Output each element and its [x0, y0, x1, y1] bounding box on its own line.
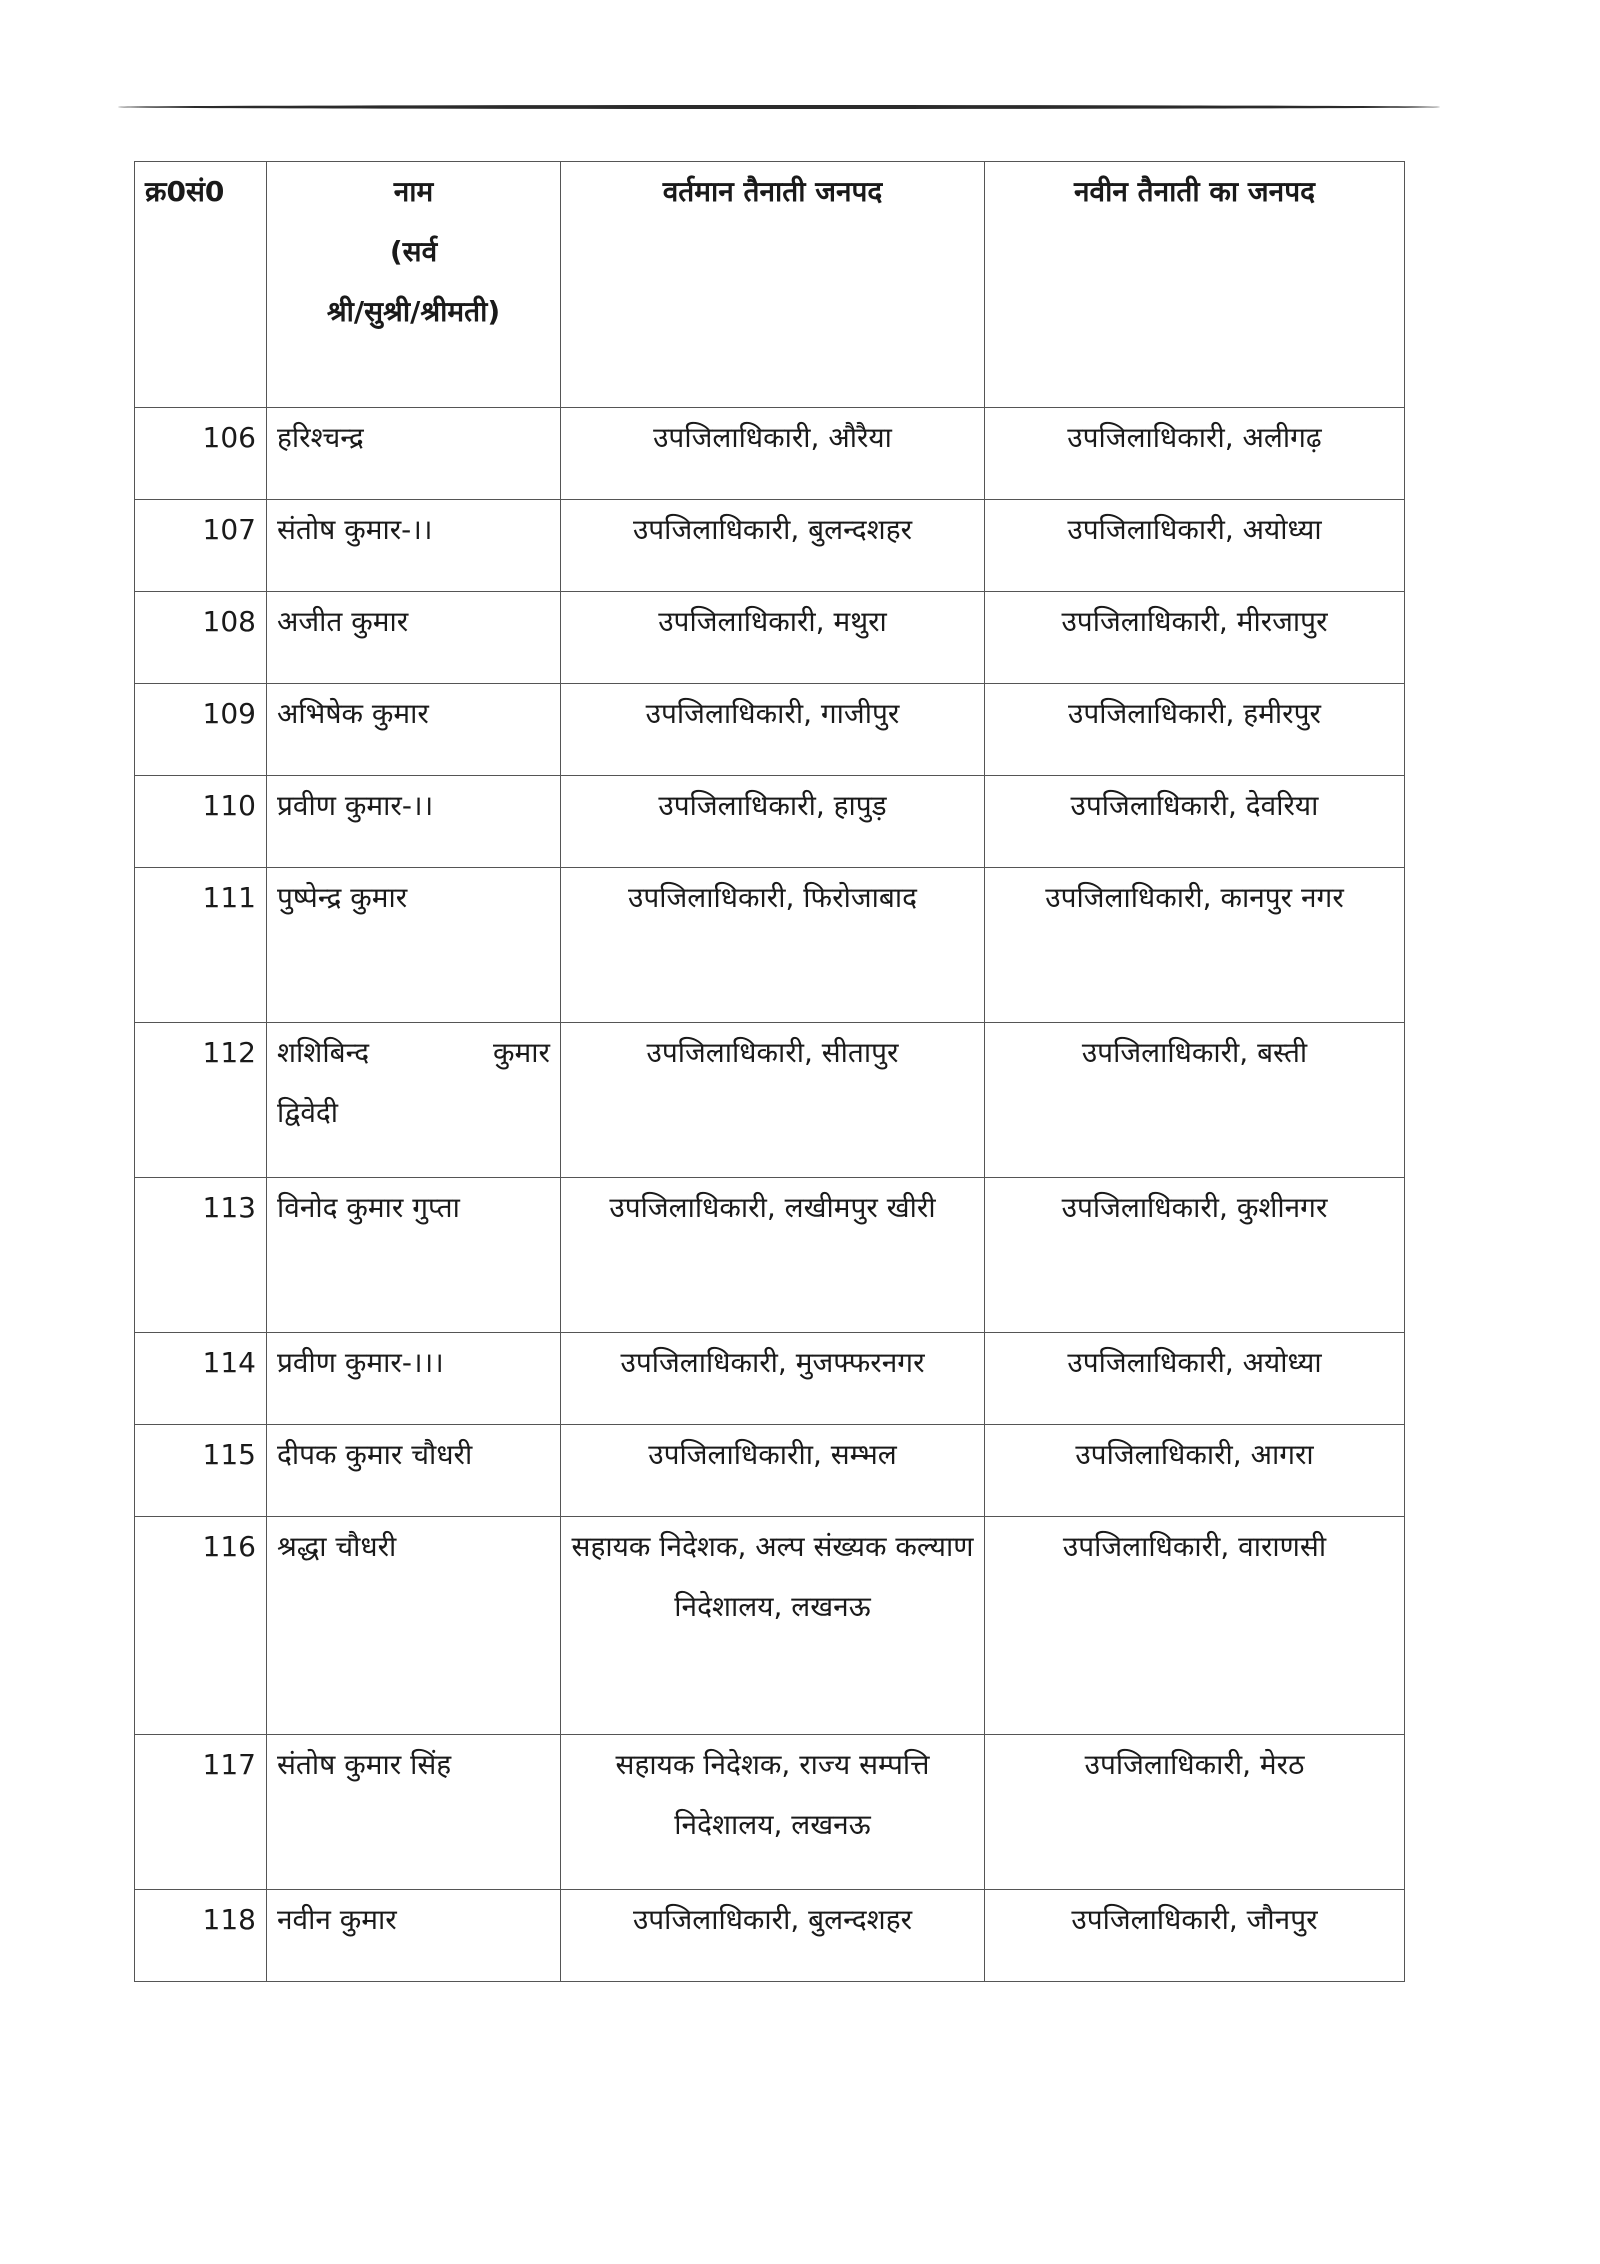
row-new-posting: उपजिलाधिकारी, मीरजापुर [985, 592, 1405, 684]
row-current-posting: उपजिलाधिकारी, बुलन्दशहर [561, 1890, 985, 1982]
row-new-posting: उपजिलाधिकारी, आगरा [985, 1425, 1405, 1517]
row-name-part: शशिबिन्द [277, 1036, 370, 1069]
row-name-first-line [277, 1023, 550, 1083]
table-row [135, 776, 1405, 868]
transfer-list-table [134, 161, 1405, 1982]
row-current-posting: उपजिलाधिकारी, लखीमपुर खीरी [561, 1178, 985, 1333]
header-serial: क्र0सं0 [135, 162, 267, 408]
table-row [135, 500, 1405, 592]
table-row [135, 1023, 1405, 1178]
row-serial: 118 [135, 1890, 267, 1982]
row-serial: 112 [135, 1023, 267, 1178]
row-current-posting: उपजिलाधिकारी, हापुड़ [561, 776, 985, 868]
row-current-posting: सहायक निदेशक, अल्प संख्यक कल्याण निदेशालय, लखनऊ [561, 1517, 985, 1735]
row-name: संतोष कुमार-।। [267, 500, 561, 592]
row-serial: 113 [135, 1178, 267, 1333]
row-serial: 107 [135, 500, 267, 592]
row-current-posting: उपजिलाधिकारी, बुलन्दशहर [561, 500, 985, 592]
row-name: नवीन कुमार [267, 1890, 561, 1982]
row-serial: 110 [135, 776, 267, 868]
table-row [135, 1517, 1405, 1735]
row-current-posting: उपजिलाधिकारी, सीतापुर [561, 1023, 985, 1178]
table-row [135, 1890, 1405, 1982]
row-serial: 111 [135, 868, 267, 1023]
table-row [135, 868, 1405, 1023]
table-row [135, 1735, 1405, 1890]
row-name: पुष्पेन्द्र कुमार [267, 868, 561, 1023]
row-name-part: द्विवेदी [277, 1096, 339, 1129]
row-new-posting: उपजिलाधिकारी, देवरिया [985, 776, 1405, 868]
header-new-posting: नवीन तैनाती का जनपद [985, 162, 1405, 408]
header-name-line1: नाम [393, 175, 434, 208]
row-new-posting: उपजिलाधिकारी, अलीगढ़ [985, 408, 1405, 500]
header-name-line2: (सर्व [389, 235, 438, 268]
row-serial: 108 [135, 592, 267, 684]
row-current-posting: सहायक निदेशक, राज्य सम्पत्ति निदेशालय, लखनऊ [561, 1735, 985, 1890]
row-serial: 109 [135, 684, 267, 776]
table-row [135, 592, 1405, 684]
table-row [135, 684, 1405, 776]
row-name: दीपक कुमार चौधरी [267, 1425, 561, 1517]
top-divider-line [118, 105, 1440, 109]
row-serial: 115 [135, 1425, 267, 1517]
table-row [135, 1425, 1405, 1517]
row-new-posting: उपजिलाधिकारी, मेरठ [985, 1735, 1405, 1890]
row-current-posting: उपजिलाधिकारीा, सम्भल [561, 1425, 985, 1517]
row-name [267, 1023, 561, 1178]
row-new-posting: उपजिलाधिकारी, कुशीनगर [985, 1178, 1405, 1333]
table-row [135, 408, 1405, 500]
table-row [135, 1333, 1405, 1425]
row-current-posting: उपजिलाधिकारी, औरैया [561, 408, 985, 500]
row-new-posting: उपजिलाधिकारी, हमीरपुर [985, 684, 1405, 776]
row-name: अभिषेक कुमार [267, 684, 561, 776]
row-new-posting: उपजिलाधिकारी, अयोध्या [985, 1333, 1405, 1425]
row-name-part: कुमार [493, 1036, 550, 1069]
header-name-line3: श्री/सुश्री/श्रीमती) [326, 295, 501, 328]
row-serial: 114 [135, 1333, 267, 1425]
row-new-posting: उपजिलाधिकारी, बस्ती [985, 1023, 1405, 1178]
header-name [267, 162, 561, 408]
row-new-posting: उपजिलाधिकारी, कानपुर नगर [985, 868, 1405, 1023]
table-header-row [135, 162, 1405, 408]
row-current-posting: उपजिलाधिकारी, मुजफ्फरनगर [561, 1333, 985, 1425]
row-new-posting: उपजिलाधिकारी, अयोध्या [985, 500, 1405, 592]
row-new-posting: उपजिलाधिकारी, जौनपुर [985, 1890, 1405, 1982]
row-serial: 106 [135, 408, 267, 500]
row-name: हरिश्चन्द्र [267, 408, 561, 500]
header-current-posting: वर्तमान तैनाती जनपद [561, 162, 985, 408]
row-name: अजीत कुमार [267, 592, 561, 684]
row-name: प्रवीण कुमार-।।। [267, 1333, 561, 1425]
row-current-posting: उपजिलाधिकारी, मथुरा [561, 592, 985, 684]
row-current-posting: उपजिलाधिकारी, फिरोजाबाद [561, 868, 985, 1023]
row-serial: 116 [135, 1517, 267, 1735]
row-name: संतोष कुमार सिंह [267, 1735, 561, 1890]
row-name: विनोद कुमार गुप्ता [267, 1178, 561, 1333]
row-name: प्रवीण कुमार-।। [267, 776, 561, 868]
row-serial: 117 [135, 1735, 267, 1890]
row-name: श्रद्धा चौधरी [267, 1517, 561, 1735]
row-current-posting: उपजिलाधिकारी, गाजीपुर [561, 684, 985, 776]
row-new-posting: उपजिलाधिकारी, वाराणसी [985, 1517, 1405, 1735]
table-row [135, 1178, 1405, 1333]
